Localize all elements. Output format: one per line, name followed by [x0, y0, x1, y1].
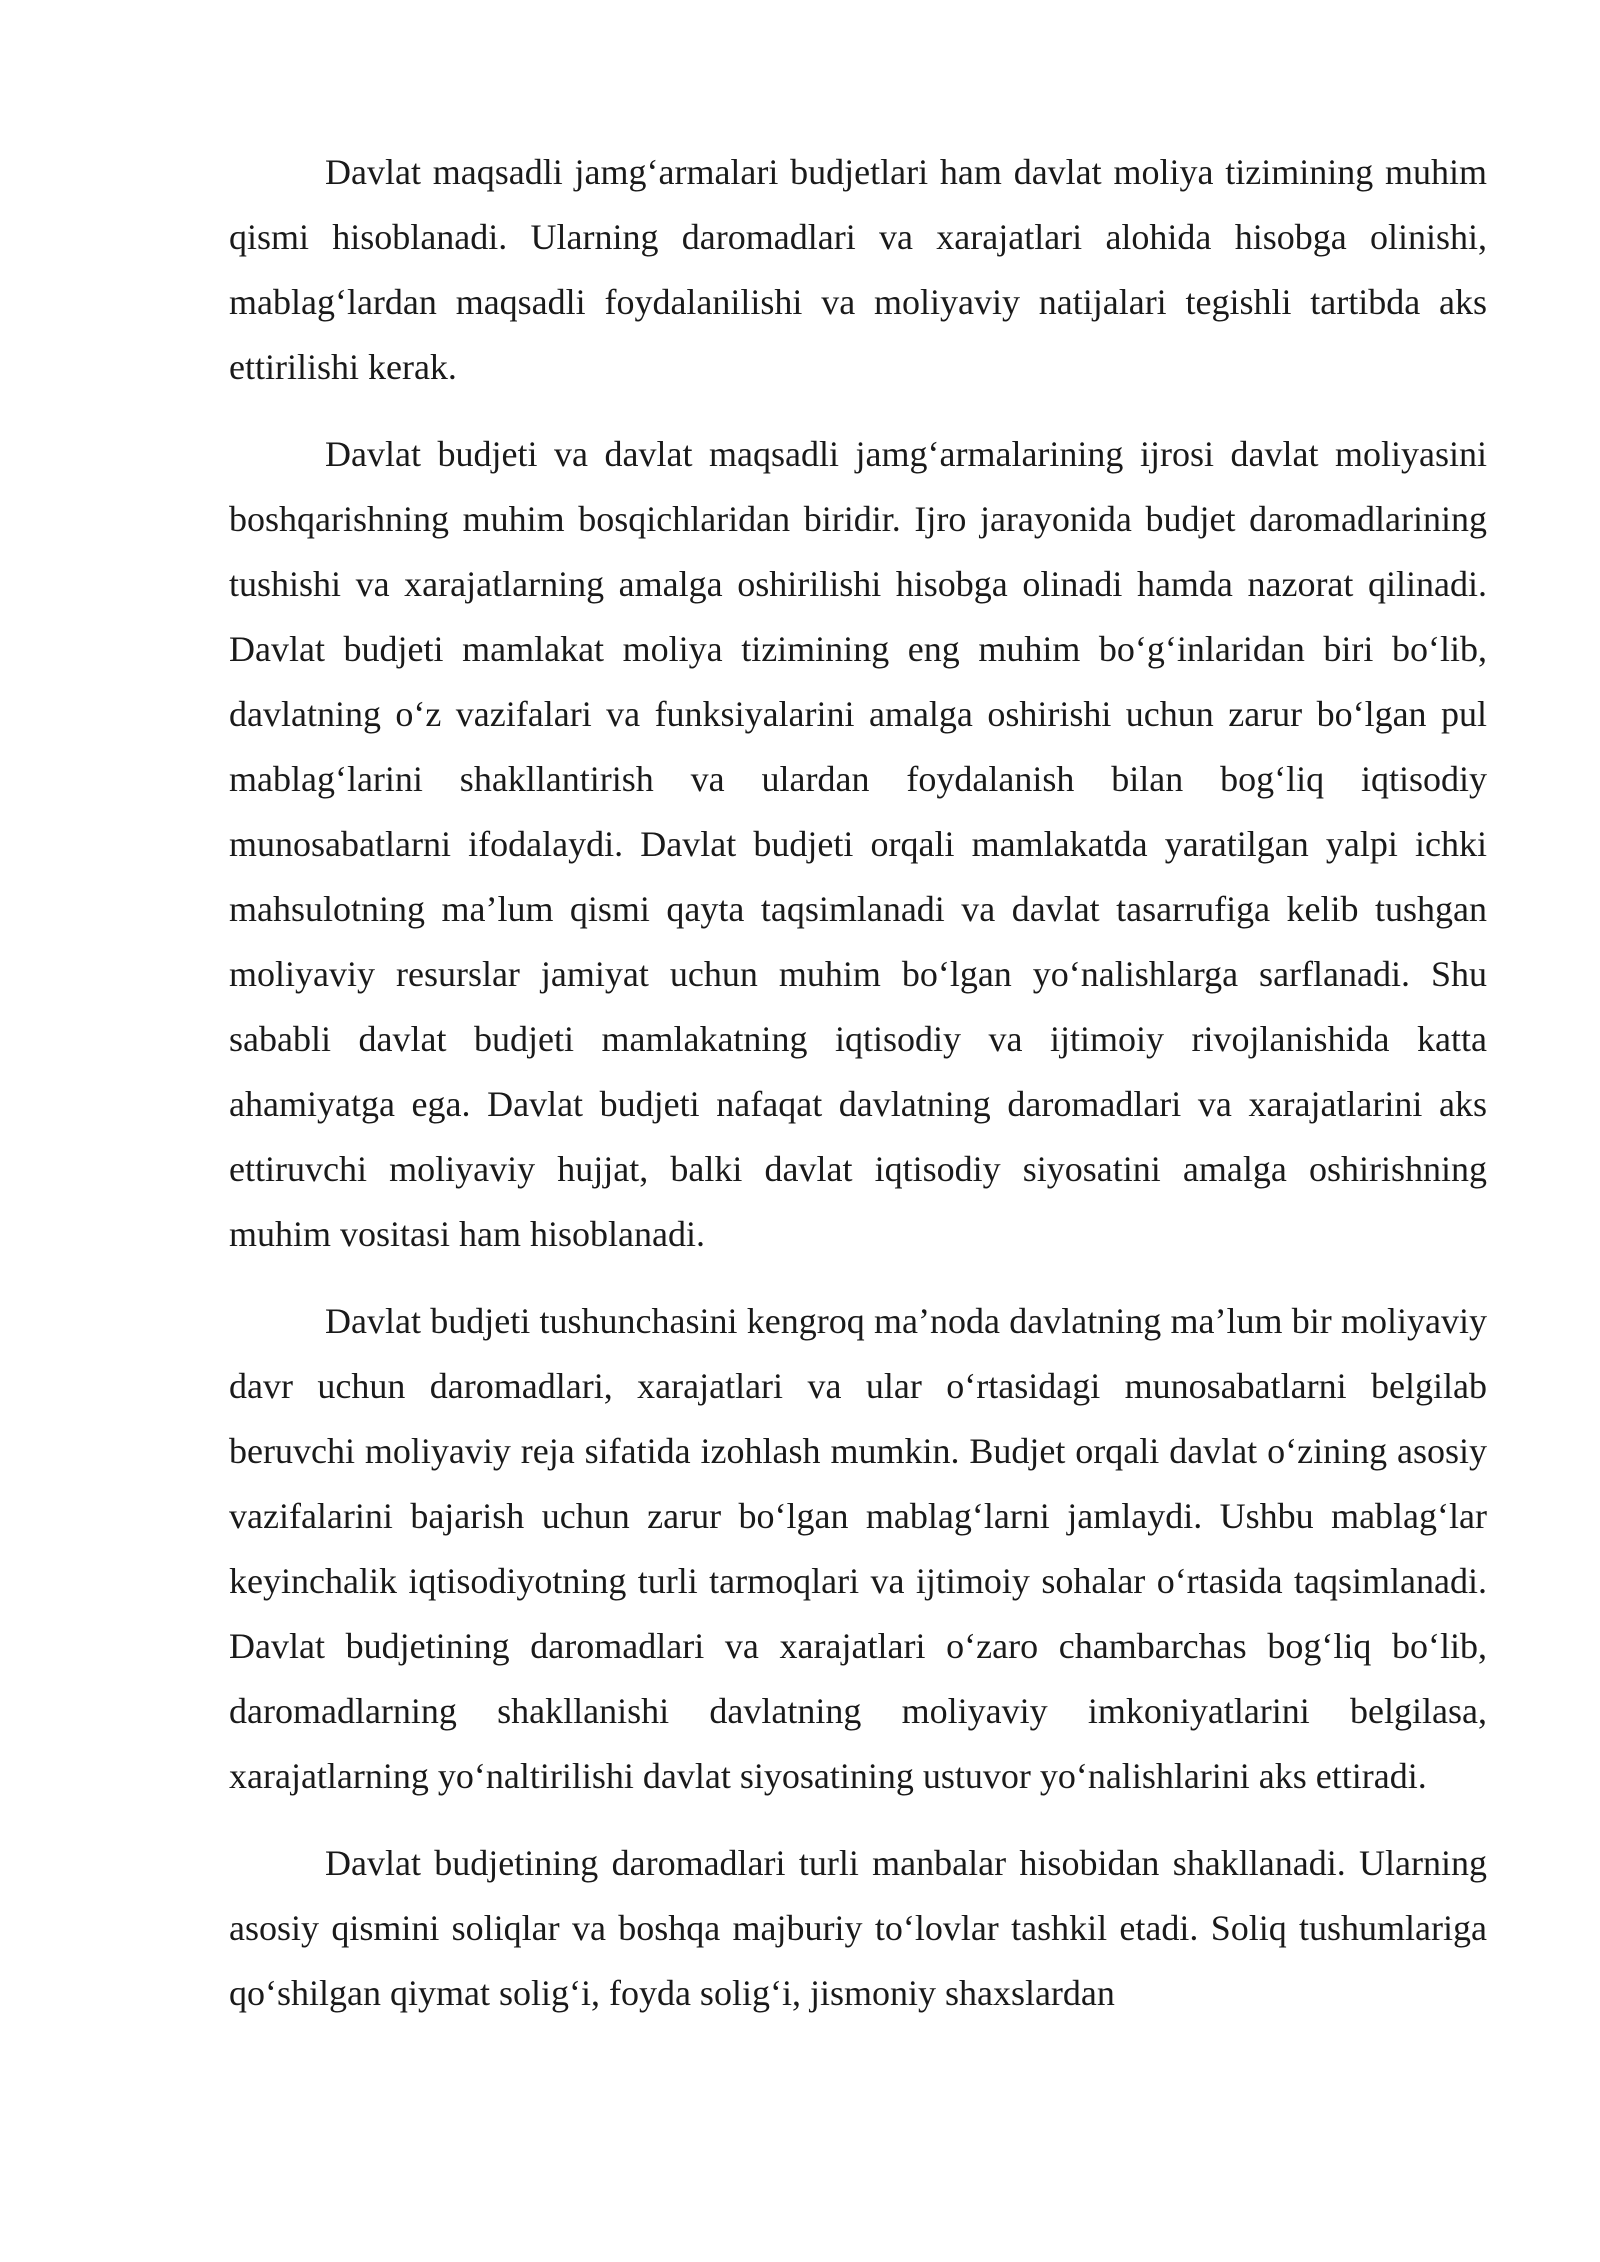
paragraph-3: Davlat budjeti tushunchasini kengroq ma’noda davlatning ma’lum bir moliyaviy davr uchun daromadlari, xarajatlari va ular o‘rtasidagi munosabatlarni belgilab beruvchi moliyaviy reja sifatida izohlash mumkin. Budjet orqali davlat o‘zining asosiy vazifalarini bajarish uchun zarur bo‘lgan mablag‘larni jamlaydi. Ushbu mablag‘lar keyinchalik iqtisodiyotning turli tarmoqlari va ijtimoiy sohalar o‘rtasida taqsimlanadi. Davlat budjetining daromadlari va xarajatlari o‘zaro chambarchas bog‘liq bo‘lib, daromadlarning shakllanishi davlatning moliyaviy imkoniyatlarini belgilasa, xarajatlarning yo‘naltirilishi davlat siyosatining ustuvor yo‘nalishlarini aks ettiradi.	[229, 1301, 1487, 1796]
body-text	[229, 140, 1487, 2048]
paragraph-1: Davlat maqsadli jamg‘armalari budjetlari ham davlat moliya tizimining muhim qismi hisoblanadi. Ularning daromadlari va xarajatlari alohida hisobga olinishi, mablag‘lardan maqsadli foydalanilishi va moliyaviy natijalari tegishli tartibda aks ettirilishi kerak.	[229, 152, 1487, 387]
paragraph-4: Davlat budjetining daromadlari turli manbalar hisobidan shakllanadi. Ularning asosiy qismini soliqlar va boshqa majburiy to‘lovlar tashkil etadi. Soliq tushumlariga qo‘shilgan qiymat solig‘i, foyda solig‘i, jismoniy shaxslardan	[229, 1843, 1487, 2013]
paragraph-2: Davlat budjeti va davlat maqsadli jamg‘armalarining ijrosi davlat moliyasini boshqarishning muhim bosqichlaridan biridir. Ijro jarayonida budjet daromadlarining tushishi va xarajatlarning amalga oshirilishi hisobga olinadi hamda nazorat qilinadi. Davlat budjeti mamlakat moliya tizimining eng muhim bo‘g‘inlaridan biri bo‘lib, davlatning o‘z vazifalari va funksiyalarini amalga oshirishi uchun zarur bo‘lgan pul mablag‘larini shakllantirish va ulardan foydalanish bilan bog‘liq iqtisodiy munosabatlarni ifodalaydi. Davlat budjeti orqali mamlakatda yaratilgan yalpi ichki mahsulotning ma’lum qismi qayta taqsimlanadi va davlat tasarrufiga kelib tushgan moliyaviy resurslar jamiyat uchun muhim bo‘lgan yo‘nalishlarga sarflanadi. Shu sababli davlat budjeti mamlakatning iqtisodiy va ijtimoiy rivojlanishida katta ahamiyatga ega. Davlat budjeti nafaqat davlatning daromadlari va xarajatlarini aks ettiruvchi moliyaviy hujjat, balki davlat iqtisodiy siyosatini amalga oshirishning muhim vositasi ham hisoblanadi.	[229, 434, 1487, 1254]
